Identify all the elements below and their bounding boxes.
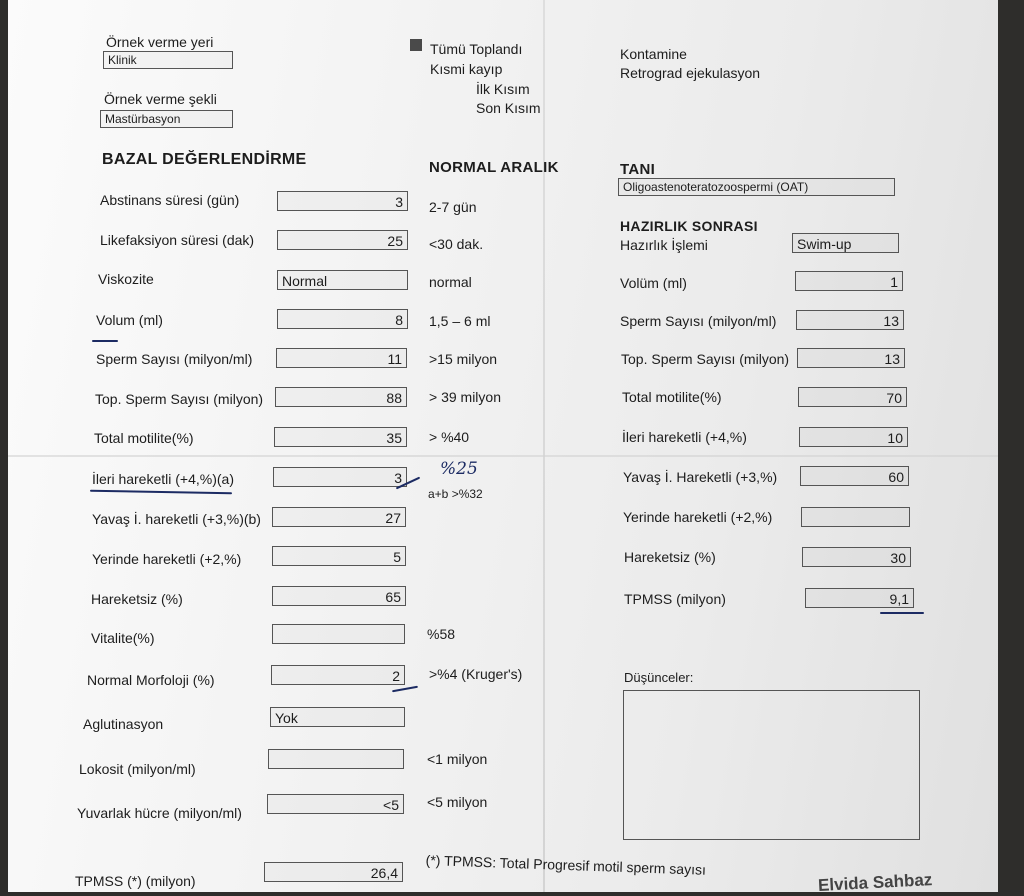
basal-heading: BAZAL DEĞERLENDİRME — [102, 151, 307, 168]
basal-field-leukocyte[interactable] — [268, 749, 404, 769]
prep-process-label: Hazırlık İşlemi — [620, 237, 708, 253]
prep-process-field[interactable]: Swim-up — [792, 233, 899, 253]
prep-field-non-progressive[interactable] — [801, 507, 910, 527]
basal-label-leukocyte: Lokosit (milyon/ml) — [79, 761, 196, 777]
basal-field-tpmss[interactable]: 26,4 — [264, 862, 403, 882]
handwritten-progressive-note: %25 — [440, 459, 478, 479]
normal-vitality: %58 — [427, 626, 456, 642]
basal-field-morphology[interactable]: 2 — [271, 665, 405, 685]
paper-fold-horizontal — [8, 455, 998, 457]
prep-label-progressive: İleri hareketli (+4,%) — [622, 429, 747, 445]
basal-field-total-motility[interactable]: 35 — [274, 427, 407, 447]
collection-last: Son Kısım — [476, 100, 541, 116]
basal-field-sperm-count[interactable]: 11 — [276, 348, 407, 368]
basal-label-non-progressive: Yerinde hareketli (+2,%) — [92, 551, 242, 567]
prep-field-total-count[interactable]: 13 — [797, 348, 905, 368]
basal-label-vitality: Vitalite(%) — [91, 630, 155, 646]
basal-label-abstinence: Abstinans süresi (gün) — [100, 192, 240, 208]
sample-place-field[interactable]: Klinik — [103, 51, 233, 69]
prep-field-immotile[interactable]: 30 — [802, 547, 911, 567]
basal-label-round-cell: Yuvarlak hücre (milyon/ml) — [77, 805, 242, 821]
normal-morphology: >%4 (Kruger's) — [429, 666, 523, 682]
basal-field-liquefaction[interactable]: 25 — [277, 230, 408, 250]
basal-field-slow-b[interactable]: 27 — [272, 507, 406, 527]
prep-label-non-progressive: Yerinde hareketli (+2,%) — [623, 509, 773, 525]
footnote: (*) TPMSS: Total Progresif motil sperm sayısı — [425, 852, 707, 878]
basal-field-abstinence[interactable]: 3 — [277, 191, 408, 211]
basal-label-agglutination: Aglutinasyon — [83, 716, 164, 732]
collection-all: Tümü Toplandı — [430, 41, 523, 57]
collected-checkbox[interactable] — [410, 39, 422, 51]
collection-first: İlk Kısım — [476, 81, 530, 97]
basal-field-round-cell[interactable]: <5 — [267, 794, 404, 814]
basal-label-progressive-a: İleri hareketli (+4,%)(a) — [92, 471, 234, 487]
basal-field-progressive-a[interactable]: 3 — [273, 467, 407, 487]
collection-retrograde: Retrograd ejekulasyon — [620, 65, 761, 81]
prep-label-total-motility: Total motilite(%) — [622, 389, 722, 405]
basal-label-total-count: Top. Sperm Sayısı (milyon) — [95, 391, 264, 407]
basal-field-total-count[interactable]: 88 — [275, 387, 407, 407]
sample-method-field[interactable]: Mastürbasyon — [100, 110, 233, 128]
prep-field-progressive[interactable]: 10 — [799, 427, 908, 447]
basal-field-vitality[interactable] — [272, 624, 405, 644]
prep-field-slow[interactable]: 60 — [800, 466, 909, 486]
basal-field-viscosity[interactable]: Normal — [277, 270, 408, 290]
ink-underline-volume — [92, 340, 118, 342]
basal-label-total-motility: Total motilite(%) — [94, 430, 194, 446]
normal-sperm-count: >15 milyon — [429, 351, 498, 367]
basal-field-agglutination[interactable]: Yok — [270, 707, 405, 727]
normal-total-motility: > %40 — [429, 429, 470, 445]
signature-stamp: Elvida Sahbaz — [817, 870, 933, 895]
normal-liquefaction: <30 dak. — [429, 236, 484, 252]
prep-label-total-count: Top. Sperm Sayısı (milyon) — [621, 351, 790, 367]
prep-label-sperm-count: Sperm Sayısı (milyon/ml) — [620, 313, 777, 329]
diagnosis-field[interactable]: Oligoastenoteratozoospermi (OAT) — [618, 178, 895, 196]
basal-label-tpmss: TPMSS (*) (milyon) — [75, 873, 196, 889]
prep-label-slow: Yavaş İ. Hareketli (+3,%) — [623, 469, 778, 485]
collection-contamine: Kontamine — [620, 46, 687, 62]
prep-label-volume: Volüm (ml) — [620, 275, 687, 291]
sample-place-label: Örnek verme yeri — [106, 34, 214, 50]
prep-field-volume[interactable]: 1 — [795, 271, 903, 291]
sample-method-label: Örnek verme şekli — [104, 91, 217, 107]
prep-field-total-motility[interactable]: 70 — [798, 387, 907, 407]
notes-label: Düşünceler: — [624, 670, 694, 685]
prep-field-tpmss[interactable]: 9,1 — [805, 588, 914, 608]
prep-heading: HAZIRLIK SONRASI — [620, 218, 758, 234]
normal-progressive-ab: a+b >%32 — [428, 487, 483, 501]
basal-label-viscosity: Viskozite — [98, 271, 154, 287]
basal-field-non-progressive[interactable]: 5 — [272, 546, 406, 566]
normal-leukocyte: <1 milyon — [427, 751, 488, 767]
normal-total-count: > 39 milyon — [429, 389, 501, 405]
ink-underline-tpmss — [880, 612, 924, 614]
basal-label-liquefaction: Likefaksiyon süresi (dak) — [100, 232, 255, 248]
normal-abstinence: 2-7 gün — [429, 199, 477, 215]
basal-label-morphology: Normal Morfoloji (%) — [87, 672, 215, 688]
basal-label-volume: Volum (ml) — [96, 312, 163, 328]
normal-viscosity: normal — [429, 274, 472, 290]
prep-label-tpmss: TPMSS (milyon) — [624, 591, 726, 607]
paper-fold-vertical — [543, 0, 545, 892]
prep-field-sperm-count[interactable]: 13 — [796, 310, 904, 330]
prep-label-immotile: Hareketsiz (%) — [624, 549, 716, 565]
basal-field-volume[interactable]: 8 — [277, 309, 408, 329]
notes-textarea[interactable] — [623, 690, 920, 840]
diagnosis-heading: TANI — [620, 161, 656, 178]
basal-field-immotile[interactable]: 65 — [272, 586, 406, 606]
normal-volume: 1,5 – 6 ml — [429, 313, 491, 329]
collection-partial: Kısmi kayıp — [430, 61, 503, 77]
basal-label-slow-b: Yavaş İ. hareketli (+3,%)(b) — [92, 511, 261, 527]
basal-label-sperm-count: Sperm Sayısı (milyon/ml) — [96, 351, 253, 367]
normal-round-cell: <5 milyon — [427, 794, 488, 810]
normal-range-heading: NORMAL ARALIK — [429, 159, 559, 176]
basal-label-immotile: Hareketsiz (%) — [91, 591, 183, 607]
